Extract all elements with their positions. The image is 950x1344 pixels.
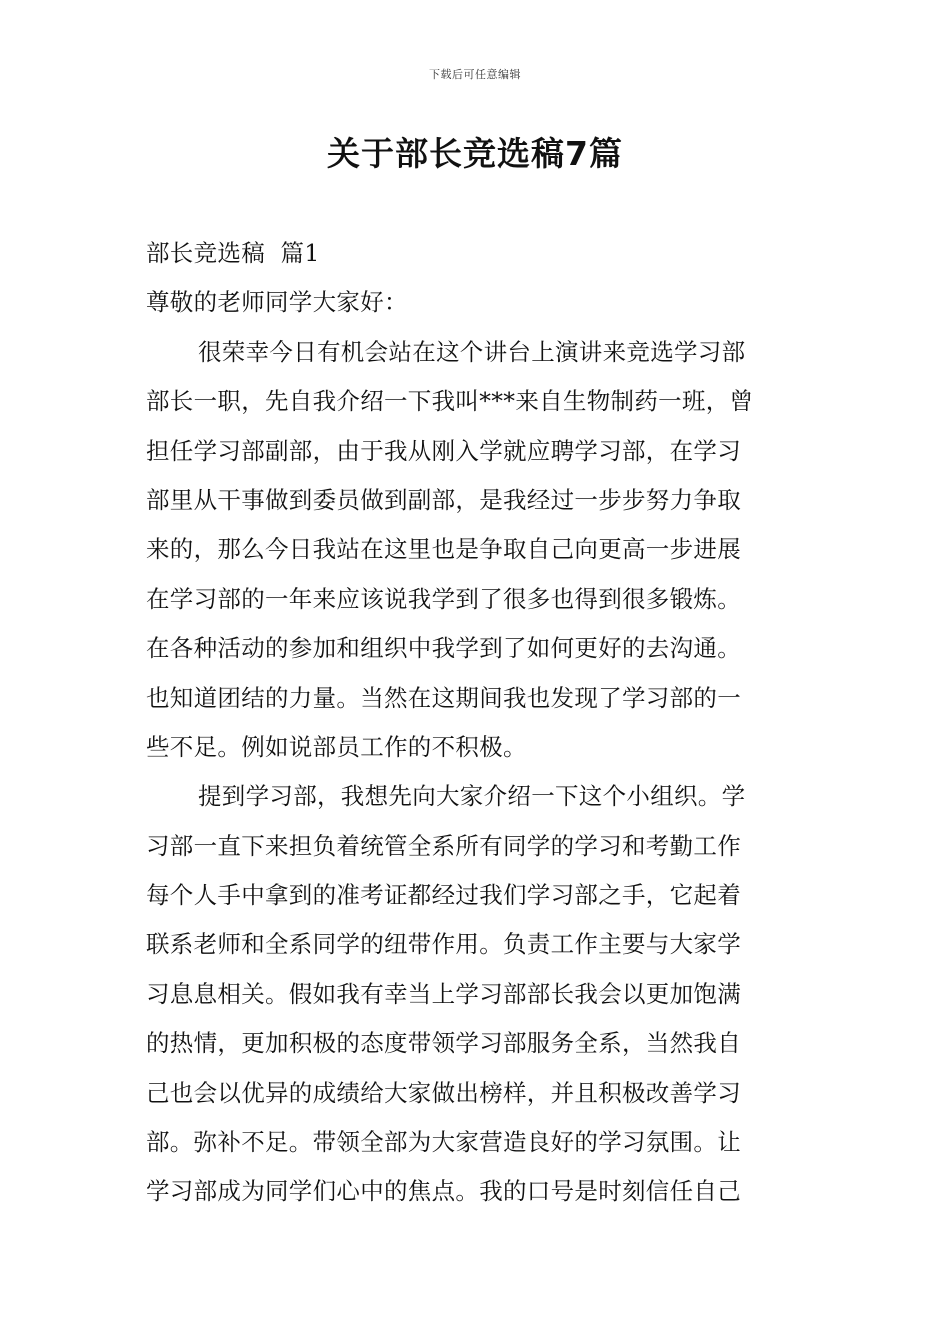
document-title: 关于部长竞选稿7篇 <box>327 134 623 173</box>
paragraph-line: 习部一直下来担负着统管全系所有同学的学习和考勤工作 <box>146 831 741 860</box>
paragraph <box>146 328 806 773</box>
paragraph-line: 提到学习部，我想先向大家介绍一下这个小组织。学 <box>198 782 746 811</box>
paragraph-line: 习息息相关。假如我有幸当上学习部部长我会以更加饱满 <box>146 979 741 1008</box>
document-body <box>146 229 806 1217</box>
paragraph-line: 联系老师和全系同学的纽带作用。负责工作主要与大家学 <box>146 930 741 959</box>
paragraph-line: 部长一职，先自我介绍一下我叫***来自生物制药一班，曾 <box>146 387 754 416</box>
paragraph-line: 些不足。例如说部员工作的不积极。 <box>146 732 527 761</box>
paragraph-line: 很荣幸今日有机会站在这个讲台上演讲来竞选学习部 <box>198 337 746 366</box>
paragraph-line: 也知道团结的力量。当然在这期间我也发现了学习部的一 <box>146 683 741 712</box>
paragraph-line: 在各种活动的参加和组织中我学到了如何更好的去沟通。 <box>146 634 741 663</box>
greeting: 尊敬的老师同学大家好： <box>146 288 408 317</box>
paragraph-line: 学习部成为同学们心中的焦点。我的口号是时刻信任自己 <box>146 1177 741 1206</box>
paragraph-line: 在学习部的一年来应该说我学到了很多也得到很多锻炼。 <box>146 584 741 613</box>
paragraph-line: 担任学习部副部，由于我从刚入学就应聘学习部，在学习 <box>146 436 741 465</box>
paragraph <box>146 772 806 1217</box>
paragraph-line: 部。弥补不足。带领全部为大家营造良好的学习氛围。让 <box>146 1128 741 1157</box>
paragraph-line: 己也会以优异的成绩给大家做出榜样，并且积极改善学习 <box>146 1078 741 1107</box>
header-note: 下载后可任意编辑 <box>429 68 521 81</box>
paragraph-line: 部里从干事做到委员做到副部，是我经过一步步努力争取 <box>146 485 741 514</box>
paragraph-line: 每个人手中拿到的准考证都经过我们学习部之手，它起着 <box>146 881 741 910</box>
section-heading: 部长竞选稿 篇1 <box>146 239 320 267</box>
paragraph-line: 来的，那么今日我站在这里也是争取自己向更高一步进展 <box>146 535 741 564</box>
paragraph-line: 的热情，更加积极的态度带领学习部服务全系，当然我自 <box>146 1029 741 1058</box>
